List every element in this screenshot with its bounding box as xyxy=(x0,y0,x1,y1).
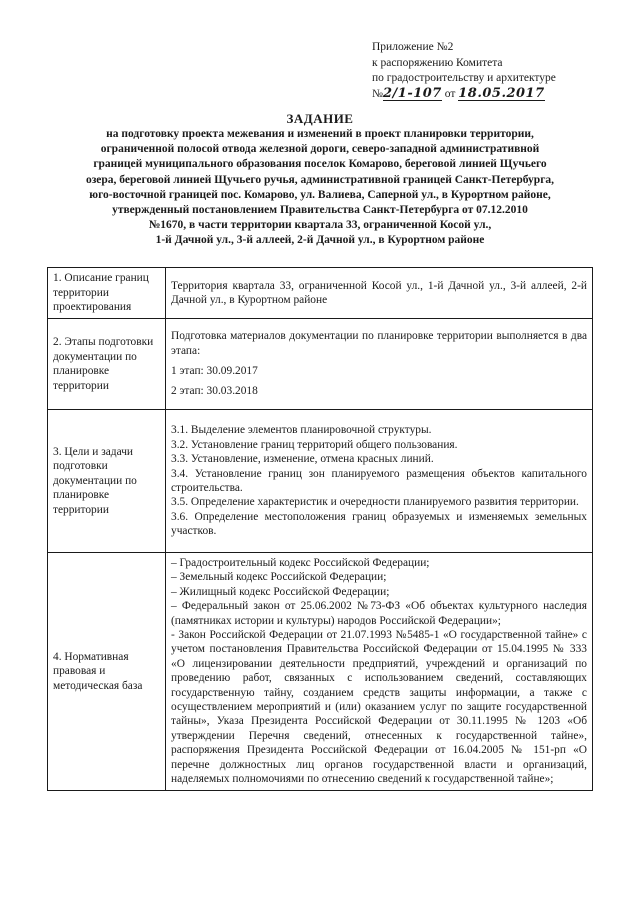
title-line: утвержденный постановлением Правительства Санкт-Петербурга от 07.12.2010 xyxy=(112,204,528,217)
table-row xyxy=(48,410,593,553)
row-paragraph: Подготовка материалов документации по планировке территории выполняется в два этапа: xyxy=(171,330,587,357)
row-paragraph: 3.4. Установление границ зон планируемого размещения объектов капитального строительства. xyxy=(171,467,587,494)
appendix-line-committee: по градостроительству и архитектуре xyxy=(372,72,556,84)
row-content xyxy=(166,410,593,553)
number-prefix: № xyxy=(372,87,383,100)
appendix-header xyxy=(372,40,612,102)
handwritten-number: 2/1-107 xyxy=(382,85,442,101)
row-label: 2. Этапы подготовки документации по планировке территории xyxy=(48,319,166,410)
row-paragraph: 3.1. Выделение элементов планировочной структуры. xyxy=(171,424,432,437)
row-paragraph: 3.6. Определение местоположения границ образуемых и изменяемых земельных участков. xyxy=(171,510,587,538)
row-paragraph: - Закон Российской Федерации от 21.07.1993 №5485-1 «О государственной тайне» с учетом постановления Правительства Российской Федерации от 15.04.1995 № 333 «О лицензировании деятельности предприятий, учреждений и организаций по проведению работ, связанных с использованием сведений, составляющих государственную тайну, созданием средств защиты информации, а также с осуществлением мероприятий и (или) оказанием услуг по защите государственной тайны», Указа Президента Российской Федерации от 30.11.1995 № 1203 «Об утверждении Перечня сведений, отнесенных к государственной тайне», распоряжения Президента Российской Федерации от 16.04.2005 № 151-рп «О перечне должностных лиц органов государственной власти и организаций, наделяемых полномочиями по отнесению сведений к государственной тайне»; xyxy=(171,629,587,786)
row-paragraph: 2 этап: 30.03.2018 xyxy=(171,385,258,398)
title-line: №1670, в части территории квартала 33, ограниченной Косой ул., xyxy=(148,219,492,232)
row-paragraph: Территория квартала 33, ограниченной Косой ул., 1-й Дачной ул., 3-й аллеей, 2-й Дачной ул., в Курортном районе xyxy=(171,279,587,306)
document-title xyxy=(50,110,590,249)
row-paragraph: – Земельный кодекс Российской Федерации; xyxy=(171,571,387,584)
appendix-title: Приложение №2 xyxy=(372,41,454,53)
row-paragraph: 3.3. Установление, изменение, отмена красных линий. xyxy=(171,453,434,466)
table-row xyxy=(48,319,593,410)
appendix-number-date xyxy=(372,87,612,103)
title-line: ограниченной полосой отвода железной дороги, северо-западной административной xyxy=(100,143,540,156)
row-label: 1. Описание границ территории проектирования xyxy=(48,268,166,319)
row-label: 4. Нормативная правовая и методическая база xyxy=(48,553,166,791)
title-line: 1-й Дачной ул., 3-й аллеей, 2-й Дачной ул., в Курортном районе xyxy=(155,234,485,247)
row-content xyxy=(166,319,593,410)
appendix-line-order: к распоряжению Комитета xyxy=(372,56,503,69)
row-paragraph: 1 этап: 30.09.2017 xyxy=(171,365,258,377)
handwritten-date: 18.05.2017 xyxy=(458,85,545,101)
task-table xyxy=(47,267,593,791)
title-line: юго-восточной границей пос. Комарово, ул. Валиева, Саперной ул., в Курортном районе, xyxy=(89,188,551,201)
table-row xyxy=(48,553,593,791)
row-paragraph: – Жилищный кодекс Российской Федерации; xyxy=(171,585,390,598)
title-line: на подготовку проекта межевания и изменений в проект планировки территории, xyxy=(106,128,534,140)
row-paragraph: – Градостроительный кодекс Российской Федерации; xyxy=(171,557,430,569)
row-content xyxy=(166,268,593,319)
row-label: 3. Цели и задачи подготовки документации по планировке территории xyxy=(48,410,166,553)
title-main: ЗАДАНИЕ xyxy=(286,111,354,126)
title-line: озера, береговой линией Щучьего ручья, административной границей Санкт-Петербурга, xyxy=(85,173,555,186)
date-prefix: от xyxy=(444,87,456,100)
row-paragraph: – Федеральный закон от 25.06.2002 №73-ФЗ «Об объектах культурного наследия (памятниках истории и культуры) народов Российской Федерации»; xyxy=(171,600,587,627)
row-paragraph: 3.2. Установление границ территорий общего пользования. xyxy=(171,438,458,451)
table-row xyxy=(48,268,593,319)
title-subtitle xyxy=(50,127,590,249)
row-paragraph: 3.5. Определение характеристик и очередности планируемого развития территории. xyxy=(171,496,579,509)
title-line: границей муниципального образования поселок Комарово, береговой линией Щучьего xyxy=(93,158,547,171)
row-content xyxy=(166,553,593,791)
